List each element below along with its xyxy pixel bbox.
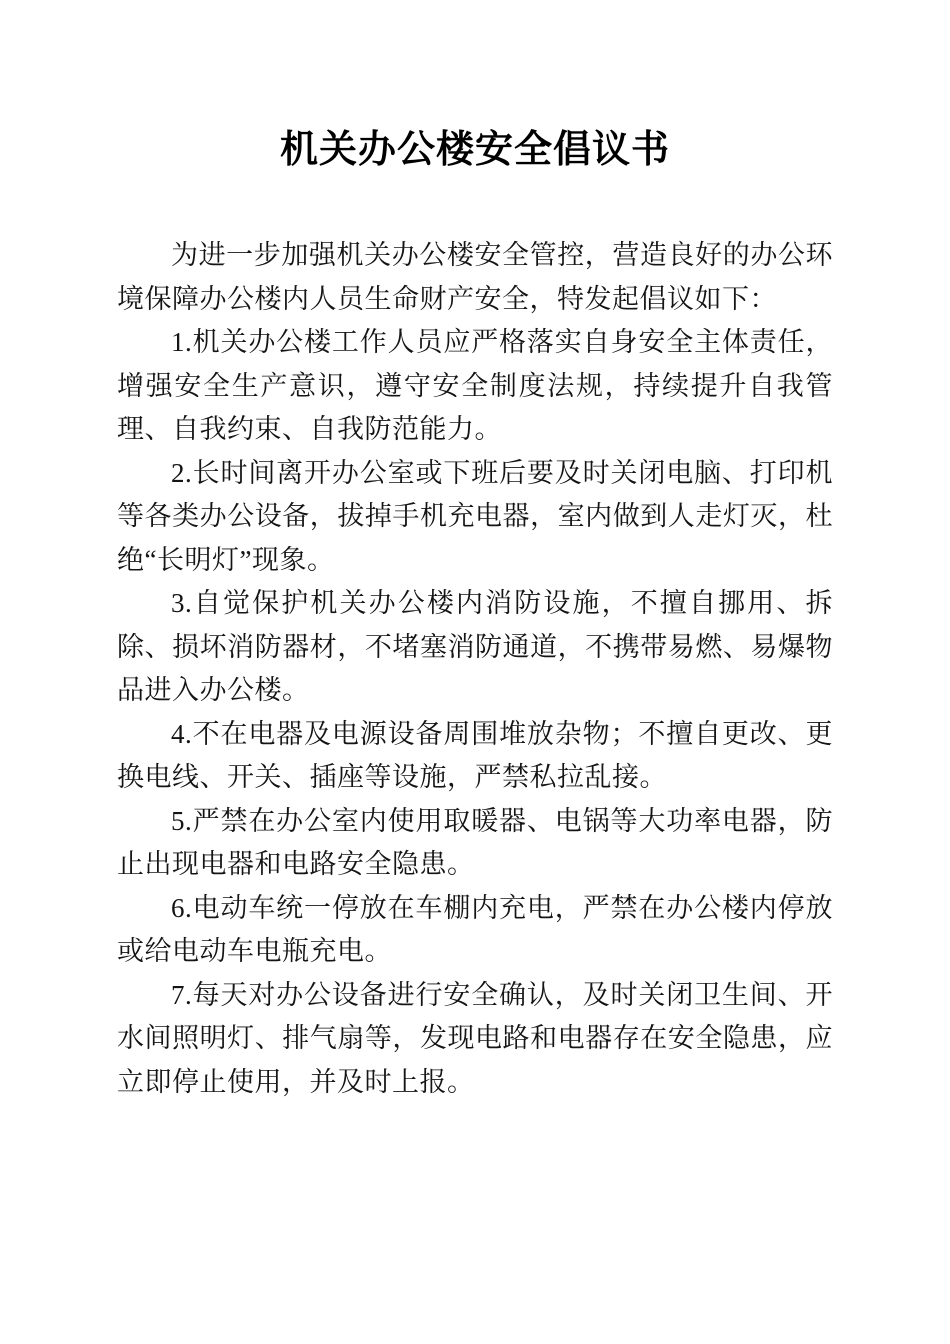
proposal-item: 7.每天对办公设备进行安全确认，及时关闭卫生间、开水间照明灯、排气扇等，发现电路和电器存在安全隐患，应立即停止使用，并及时上报。 [117, 979, 833, 1097]
intro-paragraph: 为进一步加强机关办公楼安全管控，营造良好的办公环境保障办公楼内人员生命财产安全，特发起倡议如下： [117, 240, 833, 314]
proposal-item: 4.不在电器及电源设备周围堆放杂物；不擅自更改、更换电线、开关、插座等设施，严禁私拉乱接。 [117, 718, 833, 792]
proposal-item: 5.严禁在办公室内使用取暖器、电锅等大功率电器，防止出现电器和电路安全隐患。 [117, 805, 833, 879]
proposal-item: 2.长时间离开办公室或下班后要及时关闭电脑、打印机等各类办公设备，拔掉手机充电器，室内做到人走灯灭，杜绝“长明灯”现象。 [117, 457, 833, 575]
document-body [117, 234, 833, 1104]
proposal-item: 1.机关办公楼工作人员应严格落实自身安全主体责任，增强安全生产意识，遵守安全制度法规，持续提升自我管理、自我约束、自我防范能力。 [117, 327, 833, 444]
proposal-item: 6.电动车统一停放在车棚内充电，严禁在办公楼内停放或给电动车电瓶充电。 [117, 892, 833, 966]
proposal-list [117, 321, 833, 1104]
document-title: 机关办公楼安全倡议书 [279, 129, 670, 171]
proposal-item: 3.自觉保护机关办公楼内消防设施，不擅自挪用、拆除、损坏消防器材，不堵塞消防通道，不携带易燃、易爆物品进入办公楼。 [117, 588, 833, 705]
